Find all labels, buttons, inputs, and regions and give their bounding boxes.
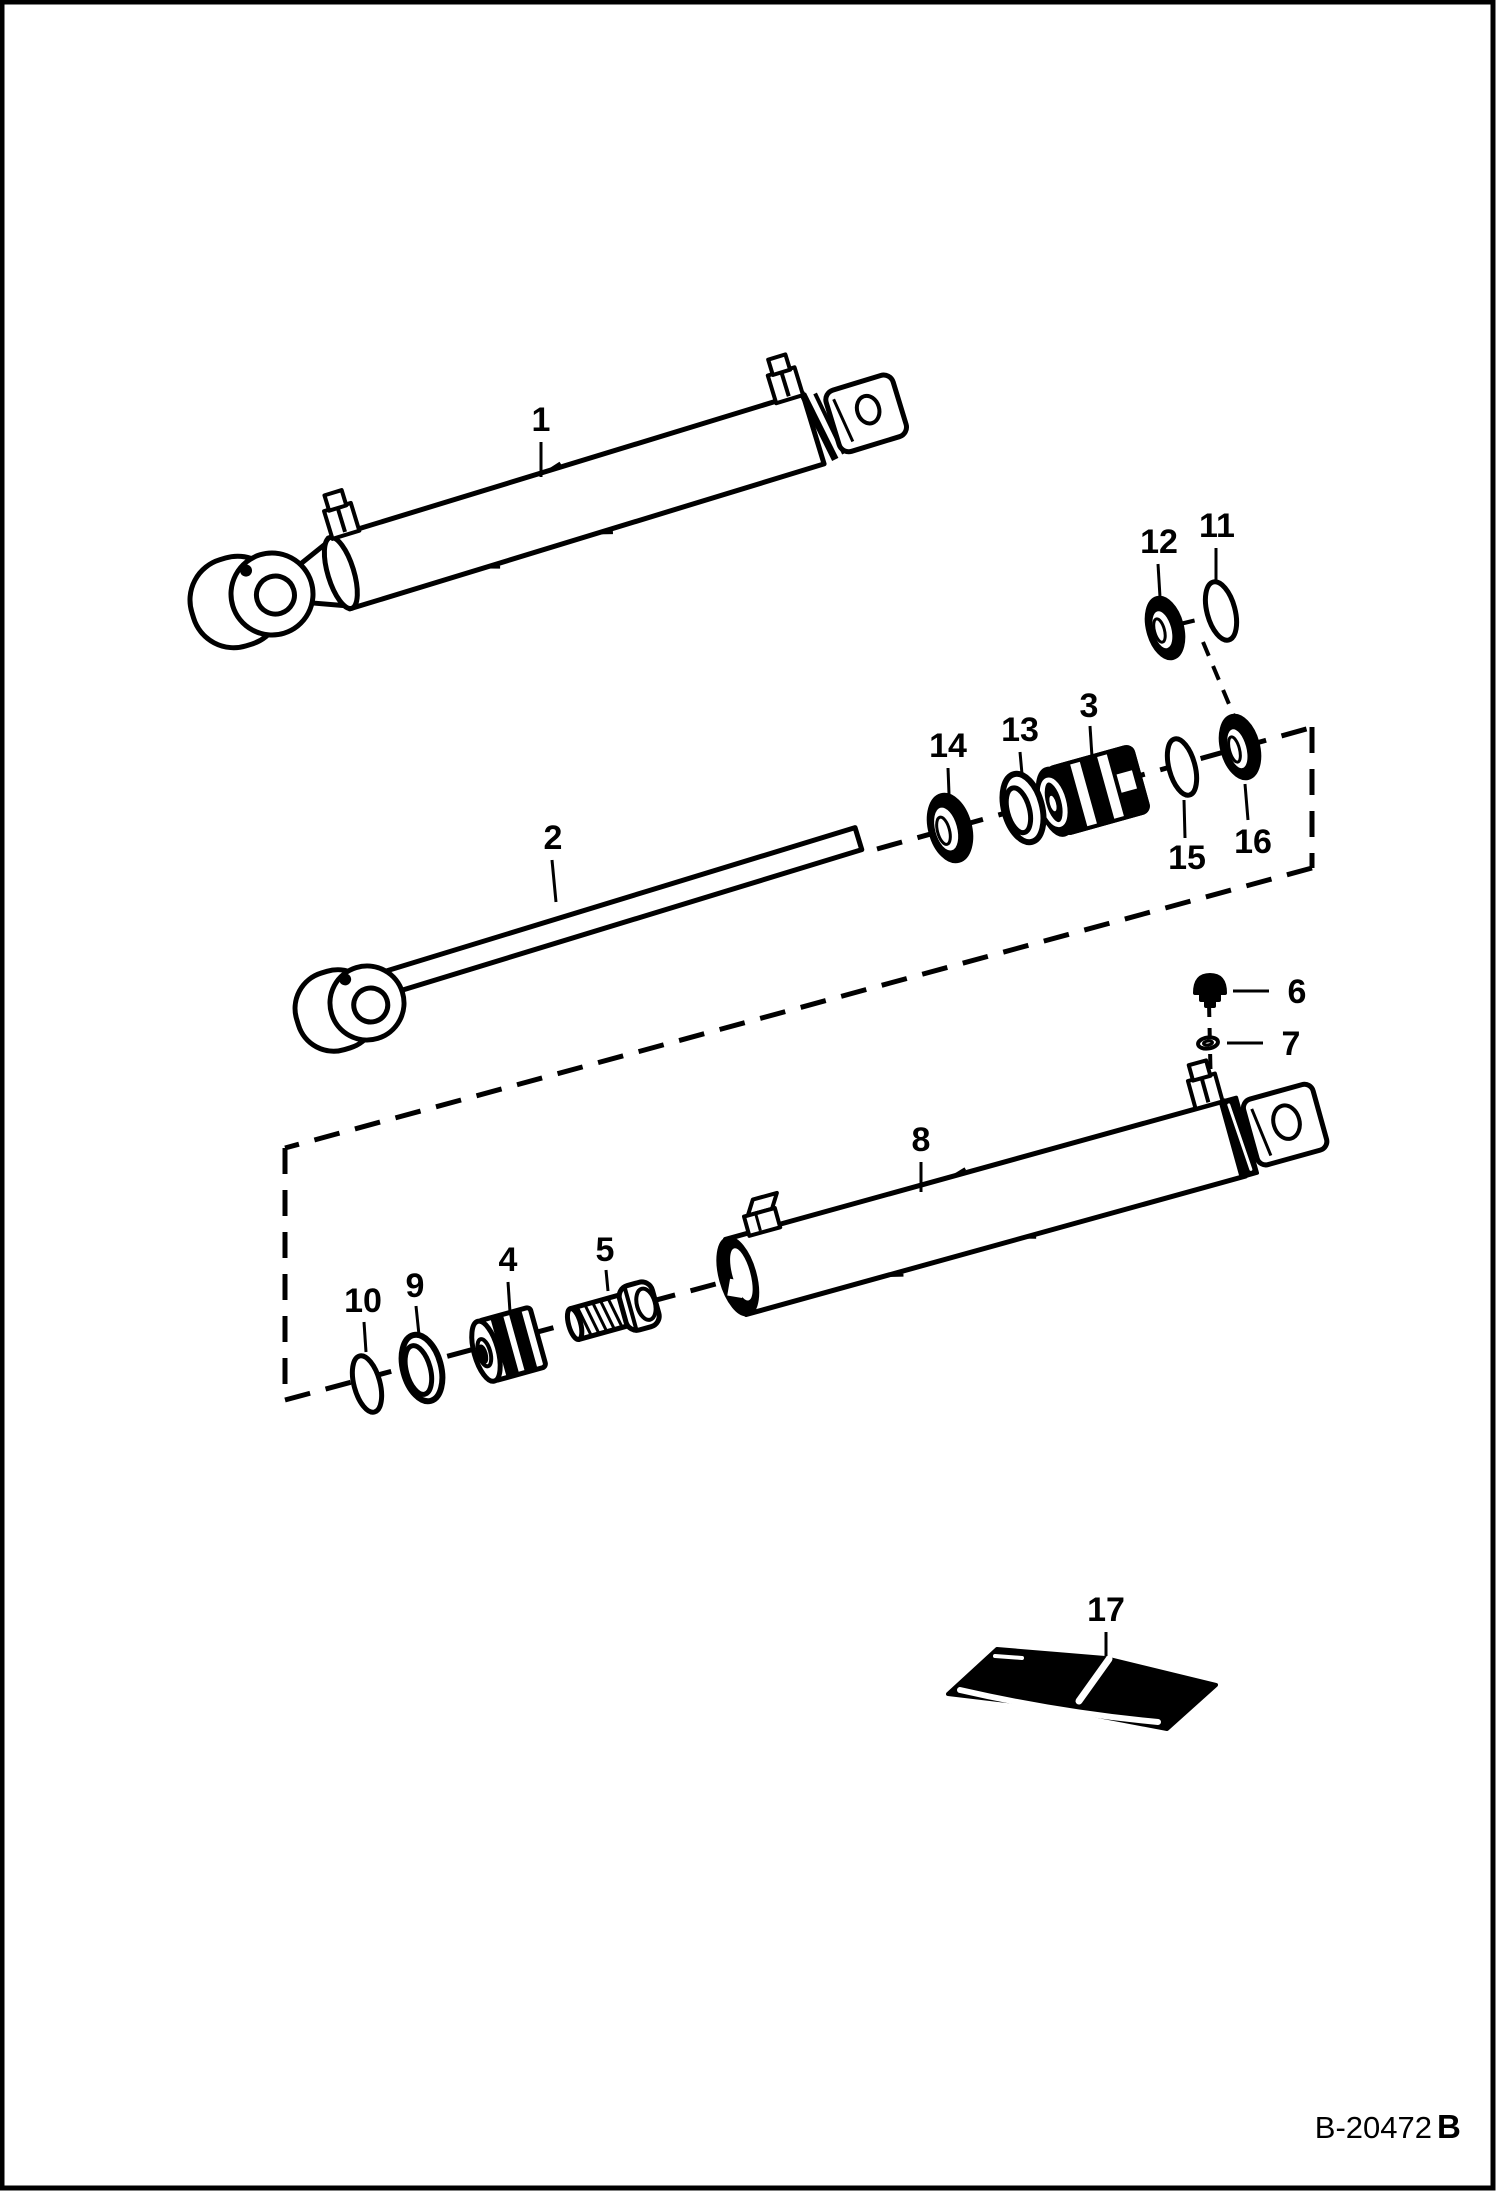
- washer-7: [1197, 1036, 1218, 1050]
- piston-seal-ring-16: [1214, 711, 1265, 782]
- leader-lines: [364, 442, 1269, 1656]
- seal-ring-12: [1141, 594, 1190, 663]
- bolt-5: [563, 1279, 662, 1347]
- callout-11: 11: [1199, 507, 1235, 545]
- callout-9: 9: [405, 1267, 425, 1305]
- callout-4: 4: [498, 1241, 518, 1279]
- o-ring-10: [347, 1353, 387, 1416]
- cylinder-assembly: [170, 327, 911, 658]
- piston: [1031, 745, 1149, 838]
- callout-6: 6: [1287, 973, 1307, 1011]
- wear-ring-14: [922, 790, 978, 866]
- callout-5: 5: [595, 1231, 615, 1269]
- o-ring-11: [1200, 578, 1243, 643]
- callout-10: 10: [344, 1282, 382, 1320]
- o-ring-15: [1162, 736, 1202, 799]
- callout-14: 14: [929, 727, 967, 765]
- callout-labels: [344, 401, 1306, 1629]
- callout-2: 2: [543, 819, 563, 857]
- drawing-number: B-20472: [1314, 2110, 1432, 2145]
- rod: [286, 811, 874, 1060]
- rod-seal-9: [395, 1330, 449, 1406]
- callout-16: 16: [1234, 823, 1272, 861]
- callout-3: 3: [1079, 687, 1099, 725]
- callout-8: 8: [911, 1121, 931, 1159]
- warning-decal: [948, 1649, 1216, 1729]
- drawing-number-suffix: B: [1437, 2108, 1461, 2145]
- cylinder-barrel: [699, 1035, 1331, 1322]
- callout-12: 12: [1140, 523, 1178, 561]
- gland-bushing-4: [466, 1307, 546, 1384]
- callout-7: 7: [1281, 1025, 1301, 1063]
- plug-6: [1195, 975, 1225, 1006]
- callout-15: 15: [1168, 839, 1206, 877]
- callout-17: 17: [1087, 1591, 1125, 1629]
- callout-1: 1: [531, 401, 551, 439]
- callout-13: 13: [1001, 711, 1039, 749]
